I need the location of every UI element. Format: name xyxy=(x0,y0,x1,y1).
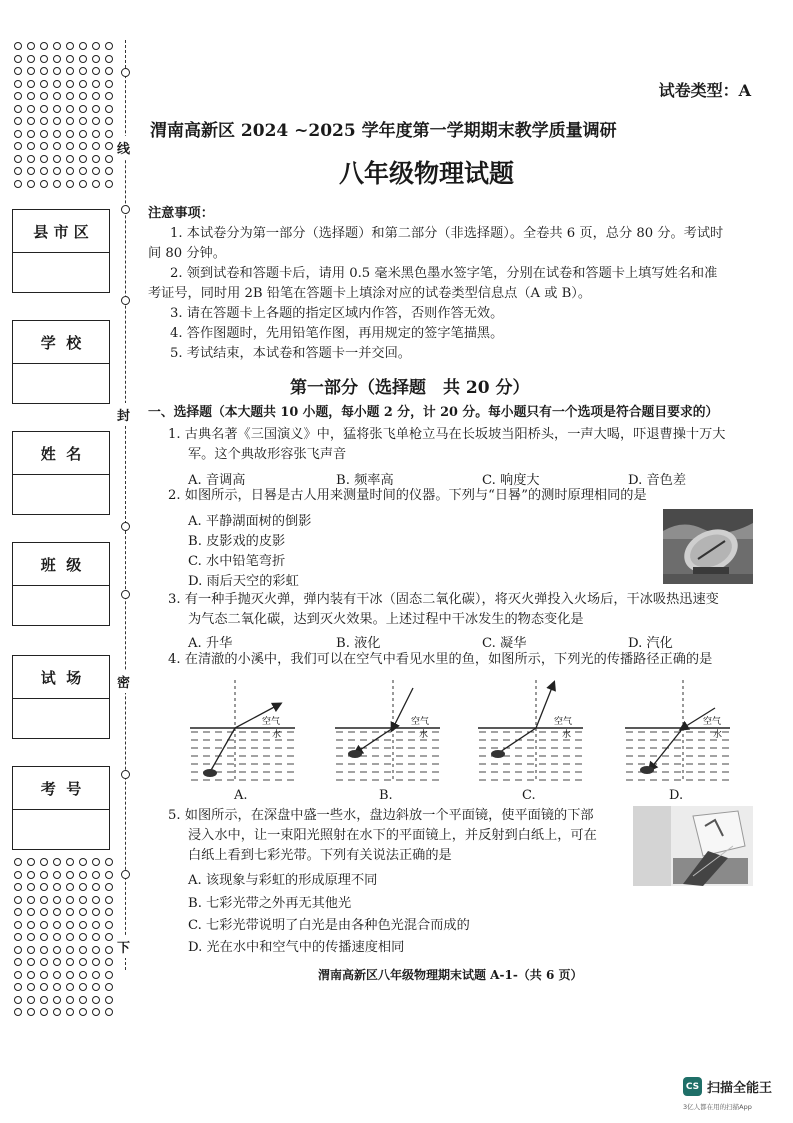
pattern-dot xyxy=(40,933,48,941)
q3-option-c: C. 凝华 xyxy=(482,636,527,651)
pattern-dot xyxy=(105,946,113,954)
pattern-dot xyxy=(79,67,87,75)
pattern-dot xyxy=(92,130,100,138)
pattern-dot xyxy=(66,1008,74,1016)
pattern-dot xyxy=(79,130,87,138)
pattern-dot xyxy=(27,983,35,991)
pattern-dot xyxy=(14,908,22,916)
pattern-dot xyxy=(14,1008,22,1016)
pattern-dot xyxy=(27,896,35,904)
pattern-dot xyxy=(66,92,74,100)
pattern-dot xyxy=(14,117,22,125)
pattern-dot xyxy=(66,971,74,979)
pattern-dot xyxy=(66,42,74,50)
q5-stem: 白纸上看到七彩光带。下列有关说法正确的是 xyxy=(188,848,452,863)
pattern-dot xyxy=(14,42,22,50)
pattern-dot xyxy=(14,142,22,150)
q4-stem: 4. 在清澈的小溪中，我们可以在空气中看见水里的鱼，如图所示，下列光的传播路径正确的是 xyxy=(168,652,713,667)
pattern-dot xyxy=(79,921,87,929)
pattern-dot xyxy=(92,983,100,991)
pattern-dot xyxy=(40,971,48,979)
pattern-dot xyxy=(27,130,35,138)
pattern-dot xyxy=(27,55,35,63)
pattern-dot xyxy=(105,996,113,1004)
pattern-dot xyxy=(66,883,74,891)
pattern-dot xyxy=(92,933,100,941)
pattern-dot xyxy=(53,67,61,75)
pattern-dot xyxy=(105,896,113,904)
q4-label-b: B. xyxy=(379,788,393,803)
pattern-dot xyxy=(66,67,74,75)
pattern-dot xyxy=(53,946,61,954)
water-label: 水 xyxy=(713,730,723,740)
field-exam-number xyxy=(12,766,110,850)
pattern-dot xyxy=(14,958,22,966)
pattern-dot xyxy=(66,996,74,1004)
pattern-dot xyxy=(27,971,35,979)
pattern-dot xyxy=(53,933,61,941)
pattern-dot xyxy=(105,871,113,879)
pattern-dot xyxy=(92,42,100,50)
pattern-dot xyxy=(79,883,87,891)
q1-option-b: B. 频率高 xyxy=(336,473,394,488)
mirror-experiment-photo xyxy=(633,806,753,886)
pattern-dot xyxy=(66,142,74,150)
pattern-dot xyxy=(92,883,100,891)
pattern-dot xyxy=(40,117,48,125)
pattern-dot xyxy=(92,871,100,879)
paper-type: 试卷类型：A xyxy=(658,81,751,100)
notice-line: 1. 本试卷分为第一部分（选择题）和第二部分（非选择题）。全卷共 6 页，总分 80 分。考试时 xyxy=(170,226,724,241)
q2-option-a: A. 平静湖面树的倒影 xyxy=(188,514,312,529)
pattern-dot xyxy=(105,933,113,941)
field-name xyxy=(12,431,110,515)
seal-mark-seal: 封 xyxy=(117,403,130,426)
air-label: 空气 xyxy=(262,717,281,727)
pattern-dot xyxy=(53,896,61,904)
pattern-dot xyxy=(79,1008,87,1016)
field-label: 考 号 xyxy=(40,779,82,798)
water-label: 水 xyxy=(562,730,572,740)
subject-title: 八年级物理试题 xyxy=(338,159,514,188)
pattern-dot xyxy=(14,883,22,891)
pattern-dot xyxy=(14,871,22,879)
pattern-dot xyxy=(53,958,61,966)
pattern-dot xyxy=(53,105,61,113)
pattern-dot xyxy=(53,130,61,138)
pattern-dot xyxy=(40,55,48,63)
pattern-dot xyxy=(14,971,22,979)
pattern-dot xyxy=(92,105,100,113)
field-exam-room xyxy=(12,655,110,739)
seal-mark-secret: 密 xyxy=(117,670,130,693)
pattern-dot xyxy=(40,858,48,866)
notice-line: 考证号，同时用 2B 铅笔在答题卡上填涂对应的试卷类型信息点（A 或 B）。 xyxy=(148,286,592,301)
field-county xyxy=(12,209,110,293)
pattern-dot xyxy=(79,42,87,50)
q5-stem: 5. 如图所示，在深盘中盛一些水，盘边斜放一个平面镜，使平面镜的下部 xyxy=(168,808,594,823)
pattern-dot xyxy=(14,55,22,63)
pattern-dot xyxy=(40,883,48,891)
pattern-dot xyxy=(53,971,61,979)
pattern-dot xyxy=(66,55,74,63)
pattern-dot xyxy=(66,80,74,88)
pattern-dot xyxy=(92,896,100,904)
q5-option-b: B. 七彩光带之外再无其他光 xyxy=(188,896,352,911)
seal-mark-down: 下 xyxy=(117,935,130,958)
q5-option-d: D. 光在水中和空气中的传播速度相同 xyxy=(188,940,405,955)
q3-option-d: D. 汽化 xyxy=(628,636,673,651)
pattern-dot xyxy=(66,105,74,113)
scanner-watermark xyxy=(683,1075,793,1115)
pattern-dot xyxy=(14,896,22,904)
pattern-dot xyxy=(79,896,87,904)
pattern-dot xyxy=(27,105,35,113)
q1-option-a: A. 音调高 xyxy=(188,473,246,488)
pattern-dot xyxy=(79,958,87,966)
pattern-dot xyxy=(105,42,113,50)
pattern-dot xyxy=(92,858,100,866)
pattern-dot xyxy=(92,142,100,150)
pattern-dot xyxy=(14,858,22,866)
q4-label-c: C. xyxy=(522,788,536,803)
field-label: 试 场 xyxy=(40,668,82,687)
pattern-dot xyxy=(66,946,74,954)
pattern-dot xyxy=(53,858,61,866)
seal-circle xyxy=(121,590,130,599)
q2-option-d: D. 雨后天空的彩虹 xyxy=(188,574,299,589)
pattern-dot xyxy=(66,983,74,991)
pattern-dot xyxy=(14,80,22,88)
q3-option-a: A. 升华 xyxy=(188,636,233,651)
pattern-dot xyxy=(27,996,35,1004)
pattern-dot xyxy=(27,858,35,866)
pattern-dot xyxy=(66,871,74,879)
field-label: 学 校 xyxy=(40,333,82,352)
pattern-dot xyxy=(79,983,87,991)
q1-stem: 1. 古典名著《三国演义》中，猛将张飞单枪立马在长坂坡当阳桥头，一声大喝，吓退曹操十万大 xyxy=(168,427,726,442)
pattern-dot xyxy=(40,908,48,916)
pattern-dot xyxy=(40,871,48,879)
seal-mark-line: 线 xyxy=(117,136,130,159)
pattern-dot xyxy=(53,921,61,929)
pattern-dot xyxy=(79,92,87,100)
pattern-dot xyxy=(105,67,113,75)
pattern-dot xyxy=(105,92,113,100)
pattern-dot xyxy=(53,55,61,63)
pattern-dot xyxy=(27,42,35,50)
pattern-dot xyxy=(53,1008,61,1016)
seal-circle xyxy=(121,205,130,214)
scanner-app-name: 扫描全能王 xyxy=(707,1081,773,1096)
sundial-photo xyxy=(663,509,753,584)
pattern-dot xyxy=(79,858,87,866)
pattern-dot xyxy=(14,92,22,100)
pattern-dot xyxy=(79,971,87,979)
pattern-dot xyxy=(53,117,61,125)
pattern-dot xyxy=(40,130,48,138)
q4-diagram-b xyxy=(335,680,440,805)
q4-diagram-a xyxy=(190,680,295,805)
pattern-dot xyxy=(92,971,100,979)
pattern-dot xyxy=(14,130,22,138)
notice-line: 5. 考试结束，本试卷和答题卡一并交回。 xyxy=(170,346,411,361)
pattern-dot xyxy=(79,946,87,954)
pattern-dot xyxy=(14,933,22,941)
pattern-dot xyxy=(105,971,113,979)
seal-circle xyxy=(121,68,130,77)
pattern-dot xyxy=(53,92,61,100)
part1-title: 第一部分（选择题 共 20 分） xyxy=(290,378,530,398)
q4-diagram-c xyxy=(478,680,583,805)
section-heading: 一、选择题（本大题共 10 小题，每小题 2 分，计 20 分。每小题只有一个选项是符合题目要求的） xyxy=(148,405,719,420)
pattern-dot xyxy=(40,67,48,75)
pattern-dot xyxy=(105,1008,113,1016)
notice-heading: 注意事项： xyxy=(148,206,214,221)
pattern-dot xyxy=(27,946,35,954)
field-label: 班 级 xyxy=(40,555,82,574)
scanner-tagline: 3亿人都在用的扫描App xyxy=(683,1103,752,1111)
pattern-dot xyxy=(27,117,35,125)
pattern-dot xyxy=(105,908,113,916)
q1-option-c: C. 响度大 xyxy=(482,473,540,488)
pattern-dot xyxy=(92,946,100,954)
pattern-dot xyxy=(79,80,87,88)
pattern-dot xyxy=(27,67,35,75)
pattern-dot xyxy=(40,42,48,50)
pattern-dot xyxy=(92,92,100,100)
pattern-dot xyxy=(92,55,100,63)
pattern-dot xyxy=(105,55,113,63)
dot-pattern-bottom xyxy=(14,858,118,1021)
seal-circle xyxy=(121,522,130,531)
pattern-dot xyxy=(105,921,113,929)
q5-option-a: A. 该现象与彩虹的形成原理不同 xyxy=(188,873,378,888)
pattern-dot xyxy=(40,946,48,954)
pattern-dot xyxy=(79,996,87,1004)
pattern-dot xyxy=(92,921,100,929)
field-school xyxy=(12,320,110,404)
q3-option-b: B. 液化 xyxy=(336,636,381,651)
q3-stem: 3. 有一种手抛灭火弹，弹内装有干冰（固态二氧化碳），将灭火弹投入火场后，干冰吸热迅速变 xyxy=(168,592,719,607)
pattern-dot xyxy=(40,896,48,904)
pattern-dot xyxy=(66,858,74,866)
q2-option-b: B. 皮影戏的皮影 xyxy=(188,534,286,549)
pattern-dot xyxy=(14,67,22,75)
q4-label-d: D. xyxy=(669,788,684,803)
pattern-dot xyxy=(66,921,74,929)
q2-option-c: C. 水中铅笔弯折 xyxy=(188,554,286,569)
pattern-dot xyxy=(14,105,22,113)
notice-line: 间 80 分钟。 xyxy=(148,246,226,261)
seal-circle xyxy=(121,296,130,305)
seal-circle xyxy=(121,770,130,779)
pattern-dot xyxy=(27,908,35,916)
pattern-dot xyxy=(14,921,22,929)
pattern-dot xyxy=(105,105,113,113)
pattern-dot xyxy=(14,996,22,1004)
pattern-dot xyxy=(40,142,48,150)
field-label: 县 市 区 xyxy=(33,222,89,241)
q1-stem: 军。这个典故形容张飞声音 xyxy=(188,447,347,462)
pattern-dot xyxy=(53,996,61,1004)
pattern-dot xyxy=(27,958,35,966)
pattern-dot xyxy=(79,871,87,879)
pattern-dot xyxy=(66,933,74,941)
cs-logo-text: CS xyxy=(685,1081,700,1092)
pattern-dot xyxy=(79,105,87,113)
pattern-dot xyxy=(66,958,74,966)
pattern-dot xyxy=(53,983,61,991)
pattern-dot xyxy=(66,117,74,125)
q1-option-d: D. 音色差 xyxy=(628,473,687,488)
pattern-dot xyxy=(27,92,35,100)
q5-option-c: C. 七彩光带说明了白光是由各种色光混合而成的 xyxy=(188,918,470,933)
pattern-dot xyxy=(92,117,100,125)
water-label: 水 xyxy=(419,730,429,740)
pattern-dot xyxy=(14,983,22,991)
pattern-dot xyxy=(27,933,35,941)
pattern-dot xyxy=(40,996,48,1004)
q2-stem: 2. 如图所示，日晷是古人用来测量时间的仪器。下列与“日晷”的测时原理相同的是 xyxy=(168,488,647,503)
pattern-dot xyxy=(40,105,48,113)
field-class xyxy=(12,542,110,626)
pattern-dot xyxy=(79,908,87,916)
q5-stem: 浸入水中，让一束阳光照射在水下的平面镜上，并反射到白纸上，可在 xyxy=(188,828,597,843)
pattern-dot xyxy=(40,80,48,88)
pattern-dot xyxy=(53,42,61,50)
pattern-dot xyxy=(92,958,100,966)
pattern-dot xyxy=(27,1008,35,1016)
pattern-dot xyxy=(53,80,61,88)
field-label: 姓 名 xyxy=(40,444,82,463)
notice-line: 2. 领到试卷和答题卡后，请用 0.5 毫米黑色墨水签字笔，分别在试卷和答题卡上填写姓名和准 xyxy=(170,266,718,281)
pattern-dot xyxy=(105,883,113,891)
notice-line: 4. 答作图题时，先用铅笔作图，再用规定的签字笔描黑。 xyxy=(170,326,504,341)
pattern-dot xyxy=(92,67,100,75)
pattern-dot xyxy=(27,80,35,88)
pattern-dot xyxy=(40,1008,48,1016)
pattern-dot xyxy=(27,883,35,891)
pattern-dot xyxy=(40,92,48,100)
pattern-dot xyxy=(105,983,113,991)
pattern-dot xyxy=(105,80,113,88)
pattern-dot xyxy=(66,130,74,138)
pattern-dot xyxy=(66,896,74,904)
pattern-dot xyxy=(40,921,48,929)
pattern-dot xyxy=(53,883,61,891)
page-footer: 渭南高新区八年级物理期末试题 A-1-（共 6 页） xyxy=(318,968,583,982)
pattern-dot xyxy=(105,117,113,125)
pattern-dot xyxy=(79,142,87,150)
air-label: 空气 xyxy=(554,717,573,727)
pattern-dot xyxy=(40,958,48,966)
q4-diagram-d xyxy=(625,680,730,805)
pattern-dot xyxy=(92,908,100,916)
pattern-dot xyxy=(105,858,113,866)
air-label: 空气 xyxy=(411,717,430,727)
water-label: 水 xyxy=(272,730,282,740)
pattern-dot xyxy=(105,130,113,138)
pattern-dot xyxy=(79,117,87,125)
pattern-dot xyxy=(66,908,74,916)
pattern-dot xyxy=(27,871,35,879)
air-label: 空气 xyxy=(703,717,722,727)
pattern-dot xyxy=(105,958,113,966)
exam-title: 渭南高新区 2024 ~2025 学年度第一学期期末教学质量调研 xyxy=(150,121,617,141)
pattern-dot xyxy=(92,996,100,1004)
cs-logo-icon xyxy=(683,1077,702,1096)
pattern-dot xyxy=(14,946,22,954)
pattern-dot xyxy=(40,983,48,991)
pattern-dot xyxy=(53,871,61,879)
pattern-dot xyxy=(27,142,35,150)
notice-line: 3. 请在答题卡上各题的指定区域内作答，否则作答无效。 xyxy=(170,306,504,321)
pattern-dot xyxy=(92,80,100,88)
pattern-dot xyxy=(105,142,113,150)
pattern-dot xyxy=(79,933,87,941)
q3-stem: 为气态二氧化碳，达到灭火效果。上述过程中干冰发生的物态变化是 xyxy=(188,612,584,627)
pattern-dot xyxy=(92,1008,100,1016)
pattern-dot xyxy=(79,55,87,63)
pattern-dot xyxy=(27,921,35,929)
pattern-dot xyxy=(53,908,61,916)
pattern-dot xyxy=(53,142,61,150)
q4-label-a: A. xyxy=(234,788,248,803)
seal-circle xyxy=(121,870,130,879)
